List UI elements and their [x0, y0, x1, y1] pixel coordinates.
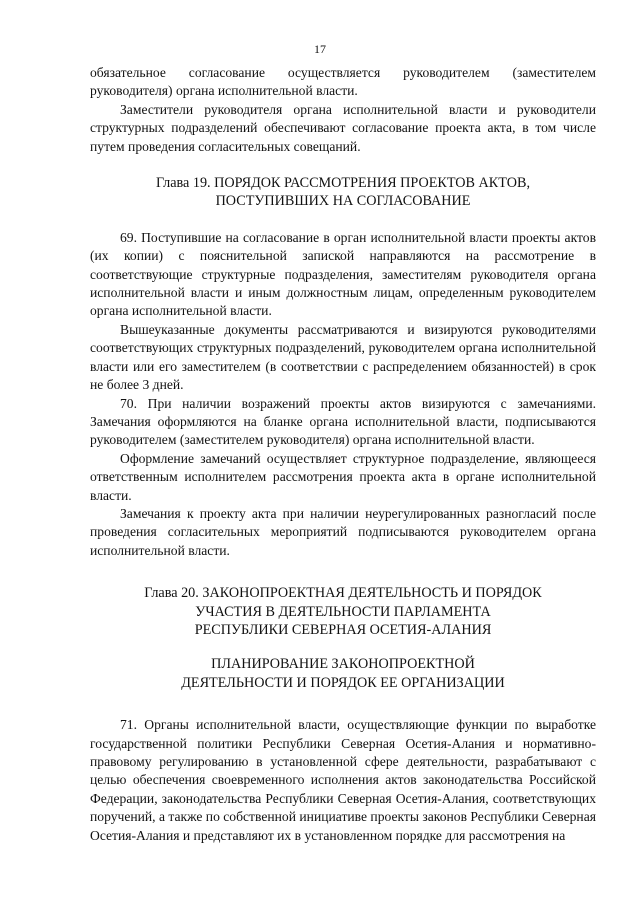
chapter-20-heading-line-2: УЧАСТИЯ В ДЕЯТЕЛЬНОСТИ ПАРЛАМЕНТА — [195, 603, 491, 620]
paragraph-70: 70. При наличии возражений проекты актов визируются с замечаниями. Замечания оформляются на бланке органа исполнительной власти, подписываются руководителем (заместителем руководителя) органа исполнительной власти. — [90, 395, 596, 448]
paragraph: Вышеуказанные документы рассматриваются и визируются руководителями соответствующих структурных подразделений, руководителем органа исполнительной власти или его заместителем (в соответствии с распределением обязанностей) в срок не более 3 дней. — [90, 321, 596, 393]
chapter-20-heading-line-1: Глава 20. ЗАКОНОПРОЕКТНАЯ ДЕЯТЕЛЬНОСТЬ И ПОРЯДОК — [144, 585, 542, 602]
subheading-line-1: ПЛАНИРОВАНИЕ ЗАКОНОПРОЕКТНОЙ — [211, 656, 475, 673]
paragraph-69: 69. Поступившие на согласование в орган исполнительной власти проекты актов (их копии) с пояснительной запиской направляются на рассмотрение в соответствующие структурные подразделения, заместителям руководителя органа исполнительной власти и иным должностным лицам, определенным руководителем органа исполнительной власти. — [90, 229, 596, 319]
chapter-20-heading-line-3: РЕСПУБЛИКИ СЕВЕРНАЯ ОСЕТИЯ-АЛАНИЯ — [194, 621, 492, 638]
chapter-19-heading-line-2: ПОСТУПИВШИХ НА СОГЛАСОВАНИЕ — [215, 193, 471, 210]
page-number: 17 — [314, 42, 326, 56]
paragraph: Замечания к проекту акта при наличии неурегулированных разногласий после проведения согласительных мероприятий подписываются руководителем органа исполнительной власти. — [90, 505, 596, 558]
chapter-19-heading-line-1: Глава 19. ПОРЯДОК РАССМОТРЕНИЯ ПРОЕКТОВ АКТОВ, — [155, 175, 531, 192]
paragraph-71: 71. Органы исполнительной власти, осуществляющие функции по выработке государственной политики Республики Северная Осетия-Алания и нормативно-правовому регулированию в установленной сфере деятельности, разрабатывают с целью обеспечения своевременного исполнения актов законодательства Российской Федерации, законодательства Республики Северная Осетия-Алания, соответствующих поручений, а также по собственной инициативе проекты законов Республики Северная Осетия-Алания и представляют их в установленном порядке для рассмотрения на — [90, 717, 596, 843]
paragraph: Оформление замечаний осуществляет структурное подразделение, являющееся ответственным исполнителем рассмотрения проекта акта в органе исполнительной власти. — [90, 450, 596, 503]
paragraph: Заместители руководителя органа исполнительной власти и руководители структурных подразделений обеспечивают согласование проекта акта, в том числе путем проведения согласительных совещаний. — [90, 101, 596, 154]
subheading-line-2: ДЕЯТЕЛЬНОСТИ И ПОРЯДОК ЕЕ ОРГАНИЗАЦИИ — [181, 674, 505, 691]
document-body — [90, 64, 596, 845]
paragraph: обязательное согласование осуществляется руководителем (заместителем руководителя) органа исполнительной власти. — [90, 65, 596, 99]
